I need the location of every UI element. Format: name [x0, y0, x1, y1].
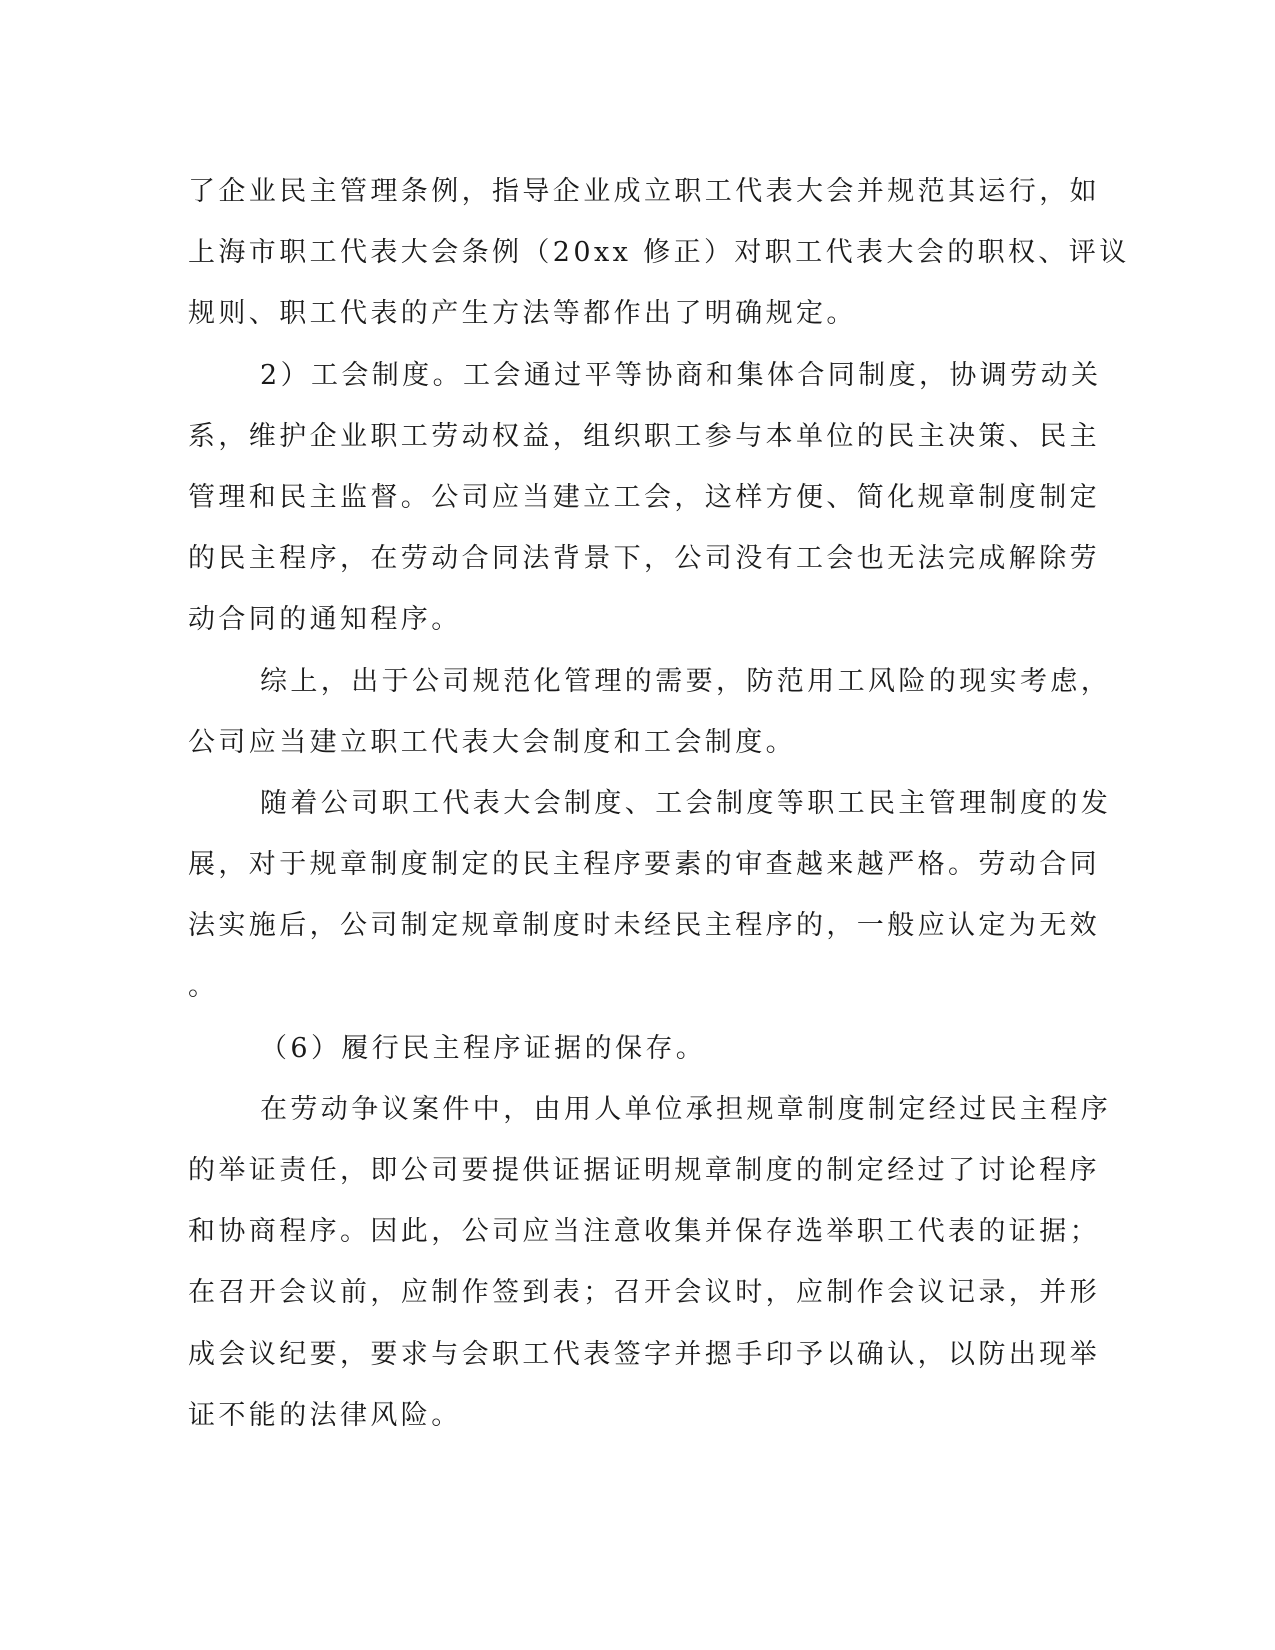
- text-line: 管理和民主监督。公司应当建立工会，这样方便、简化规章制度制定: [188, 481, 1100, 513]
- text-line: 上海市职工代表大会条例（20xx 修正）对职工代表大会的职权、评议: [188, 237, 1130, 269]
- text-line: 成会议纪要，要求与会职工代表签字并摁手印予以确认，以防出现举: [188, 1338, 1100, 1370]
- text-line: 2）工会制度。工会通过平等协商和集体合同制度，协调劳动关: [260, 359, 1102, 391]
- text-line: （6）履行民主程序证据的保存。: [260, 1032, 707, 1064]
- body-text: [188, 161, 1130, 1446]
- text-line: 。: [188, 971, 219, 1003]
- text-line: 在召开会议前，应制作签到表；召开会议时，应制作会议记录，并形: [188, 1277, 1100, 1309]
- text-line: 了企业民主管理条例，指导企业成立职工代表大会并规范其运行，如: [188, 176, 1100, 207]
- text-line: 在劳动争议案件中，由用人单位承担规章制度制定经过民主程序: [260, 1093, 1112, 1125]
- text-line: 的举证责任，即公司要提供证据证明规章制度的制定经过了讨论程序: [188, 1155, 1100, 1186]
- text-line: 公司应当建立职工代表大会制度和工会制度。: [188, 726, 796, 758]
- text-line: 规则、职工代表的产生方法等都作出了明确规定。: [188, 298, 857, 330]
- text-line: 的民主程序，在劳动合同法背景下，公司没有工会也无法完成解除劳: [188, 543, 1100, 575]
- text-line: 和协商程序。因此，公司应当注意收集并保存选举职工代表的证据；: [188, 1216, 1100, 1248]
- text-line: 证不能的法律风险。: [188, 1399, 462, 1431]
- text-line: 法实施后，公司制定规章制度时未经民主程序的，一般应认定为无效: [188, 910, 1100, 942]
- text-line: 系，维护企业职工劳动权益，组织职工参与本单位的民主决策、民主: [188, 420, 1100, 452]
- text-line: 动合同的通知程序。: [188, 604, 462, 636]
- text-line: 展，对于规章制度制定的民主程序要素的审查越来越严格。劳动合同: [188, 849, 1100, 881]
- text-line: 综上，出于公司规范化管理的需要，防范用工风险的现实考虑，: [260, 665, 1112, 697]
- text-line: 随着公司职工代表大会制度、工会制度等职工民主管理制度的发: [260, 787, 1112, 819]
